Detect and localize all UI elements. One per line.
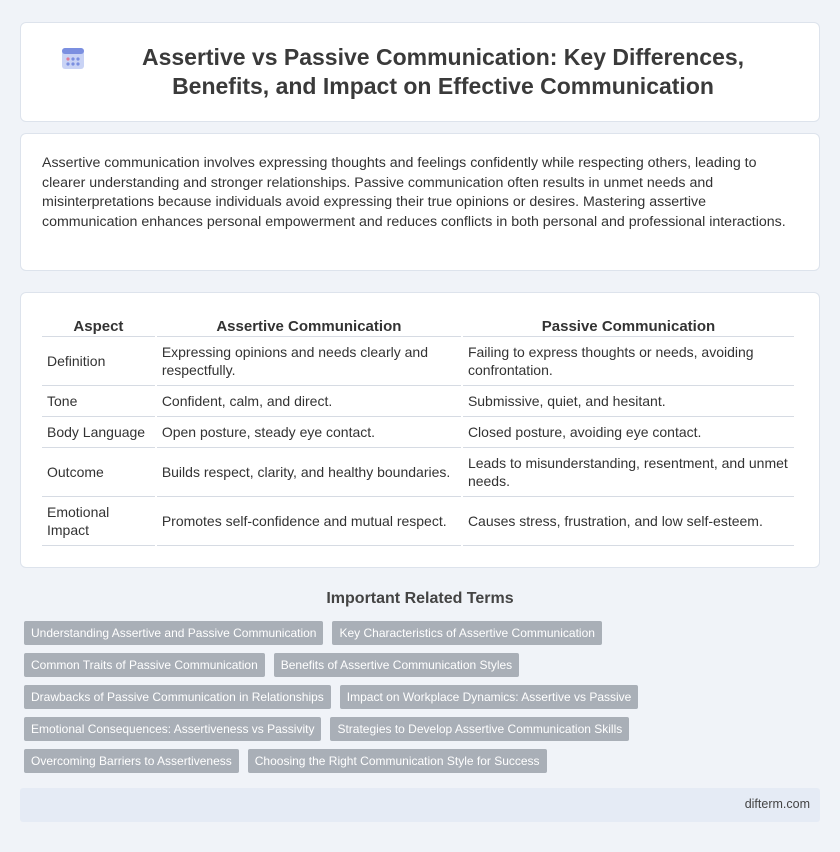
column-header-assertive: Assertive Communication (157, 307, 461, 337)
column-header-passive: Passive Communication (463, 307, 794, 337)
table-cell: Outcome (42, 448, 155, 497)
table-cell: Confident, calm, and direct. (157, 386, 461, 417)
table-cell: Leads to misunderstanding, resentment, and unmet needs. (463, 448, 794, 497)
related-term-tag[interactable]: Choosing the Right Communication Style for Success (248, 749, 547, 773)
table-cell: Expressing opinions and needs clearly and respectfully. (157, 337, 461, 386)
related-term-tag[interactable]: Common Traits of Passive Communication (24, 653, 265, 677)
table-cell: Causes stress, frustration, and low self-esteem. (463, 497, 794, 546)
table-header-row (42, 307, 794, 337)
calendar-grid-icon (60, 45, 86, 71)
intro-paragraph: Assertive communication involves expressing thoughts and feelings confidently while respecting others, leading to clearer understanding and stronger relationships. Passive communication often results in unmet needs and misinterpretations because individuals avoid expressing their true opinions or desires. Mastering assertive communication enhances personal empowerment and reduces conflicts in both personal and professional interactions. (42, 155, 786, 230)
table-cell: Open posture, steady eye contact. (157, 417, 461, 448)
table-row (42, 386, 794, 417)
related-term-tag[interactable]: Key Characteristics of Assertive Communication (332, 621, 601, 645)
related-term-tag[interactable]: Drawbacks of Passive Communication in Relationships (24, 685, 331, 709)
table-row (42, 448, 794, 497)
table-row (42, 497, 794, 546)
table-row (42, 337, 794, 386)
table-cell: Definition (42, 337, 155, 386)
footer-site-link[interactable]: difterm.com (744, 797, 810, 811)
table-cell: Body Language (42, 417, 155, 448)
related-terms-list (24, 621, 814, 781)
intro-card (20, 133, 820, 271)
table-cell: Promotes self-confidence and mutual respect. (157, 497, 461, 546)
table-cell: Builds respect, clarity, and healthy boundaries. (157, 448, 461, 497)
related-term-tag[interactable]: Benefits of Assertive Communication Styles (274, 653, 519, 677)
related-term-tag[interactable]: Strategies to Develop Assertive Communication Skills (330, 717, 629, 741)
table-cell: Submissive, quiet, and hesitant. (463, 386, 794, 417)
table-cell: Failing to express thoughts or needs, avoiding confrontation. (463, 337, 794, 386)
related-term-tag[interactable]: Understanding Assertive and Passive Communication (24, 621, 323, 645)
related-term-tag[interactable]: Impact on Workplace Dynamics: Assertive vs Passive (340, 685, 639, 709)
related-term-tag[interactable]: Emotional Consequences: Assertiveness vs Passivity (24, 717, 321, 741)
table-cell: Emotional Impact (42, 497, 155, 546)
page-title: Assertive vs Passive Communication: Key Differences, Benefits, and Impact on Effective Communication (141, 44, 745, 99)
header-card (20, 22, 820, 122)
related-terms-heading: Important Related Terms (326, 590, 514, 607)
related-term-tag[interactable]: Overcoming Barriers to Assertiveness (24, 749, 239, 773)
table-cell: Closed posture, avoiding eye contact. (463, 417, 794, 448)
column-header-aspect: Aspect (42, 307, 155, 337)
table-row (42, 417, 794, 448)
table-cell: Tone (42, 386, 155, 417)
footer-bar (20, 788, 820, 822)
comparison-table-card (20, 292, 820, 568)
comparison-table (40, 307, 796, 546)
